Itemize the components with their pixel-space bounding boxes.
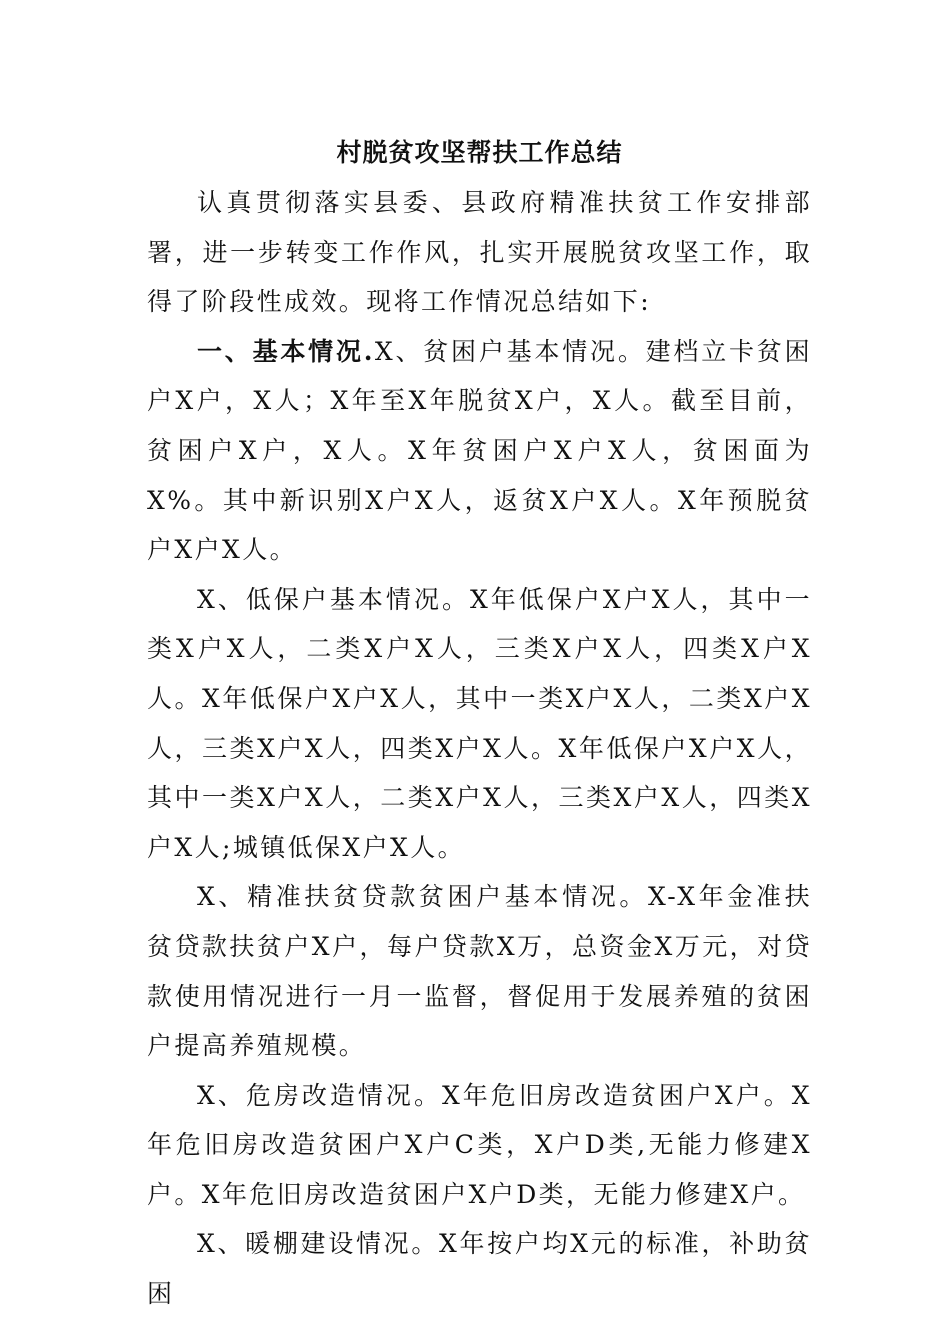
- paragraph-intro: [147, 178, 812, 327]
- paragraph-poverty-loans: [147, 872, 812, 1070]
- paragraph-text: X、精准扶贫贷款贫困户基本情况。X-X年金准扶贫贷款扶贫户X户，每户贷款X万，总资金X万元，对贷款使用情况进行一月一监督，督促用于发展养殖的贫困户提高养殖规模。: [147, 882, 812, 1061]
- paragraph-basic-situation: [147, 327, 812, 575]
- paragraph-text: X、暖棚建设情况。X年按户均X元的标准，补助贫困: [147, 1229, 812, 1309]
- paragraph-low-income: [147, 575, 812, 873]
- paragraph-text: 认真贯彻落实县委、县政府精准扶贫工作安排部署，进一步转变工作作风，扎实开展脱贫攻坚工作，取得了阶段性成效。现将工作情况总结如下:: [147, 188, 812, 317]
- document-title: 村脱贫攻坚帮扶工作总结: [336, 138, 623, 167]
- document-body: [147, 128, 812, 1319]
- paragraph-greenhouse: [147, 1219, 812, 1318]
- paragraph-text: X、危房改造情况。X年危旧房改造贫困户X户。X年危旧房改造贫困户X户C类，X户D类,无能力修建X户。X年危旧房改造贫困户X户D类，无能力修建X户。: [147, 1080, 812, 1209]
- section-heading: 一、基本情况.: [197, 336, 375, 366]
- paragraph-text: X、低保户基本情况。X年低保户X户X人，其中一类X户X人，二类X户X人，三类X户X人，四类X户X人。X年低保户X户X人，其中一类X户X人，二类X户X人，三类X户X人，四类X户X人。X年低保户X户X人，其中一类X户X人，二类X户X人，三类X户X人，四类X户X人;城镇低保X户X人。: [147, 584, 812, 862]
- paragraph-text: X、贫困户基本情况。建档立卡贫困户X户，X人；X年至X年脱贫X户，X人。截至目前，贫困户X户，X人。X年贫困户X户X人，贫困面为X%。其中新识别X户X人，返贫X户X人。X年预脱贫户X户X人。: [147, 336, 812, 565]
- paragraph-housing-renovation: [147, 1071, 812, 1220]
